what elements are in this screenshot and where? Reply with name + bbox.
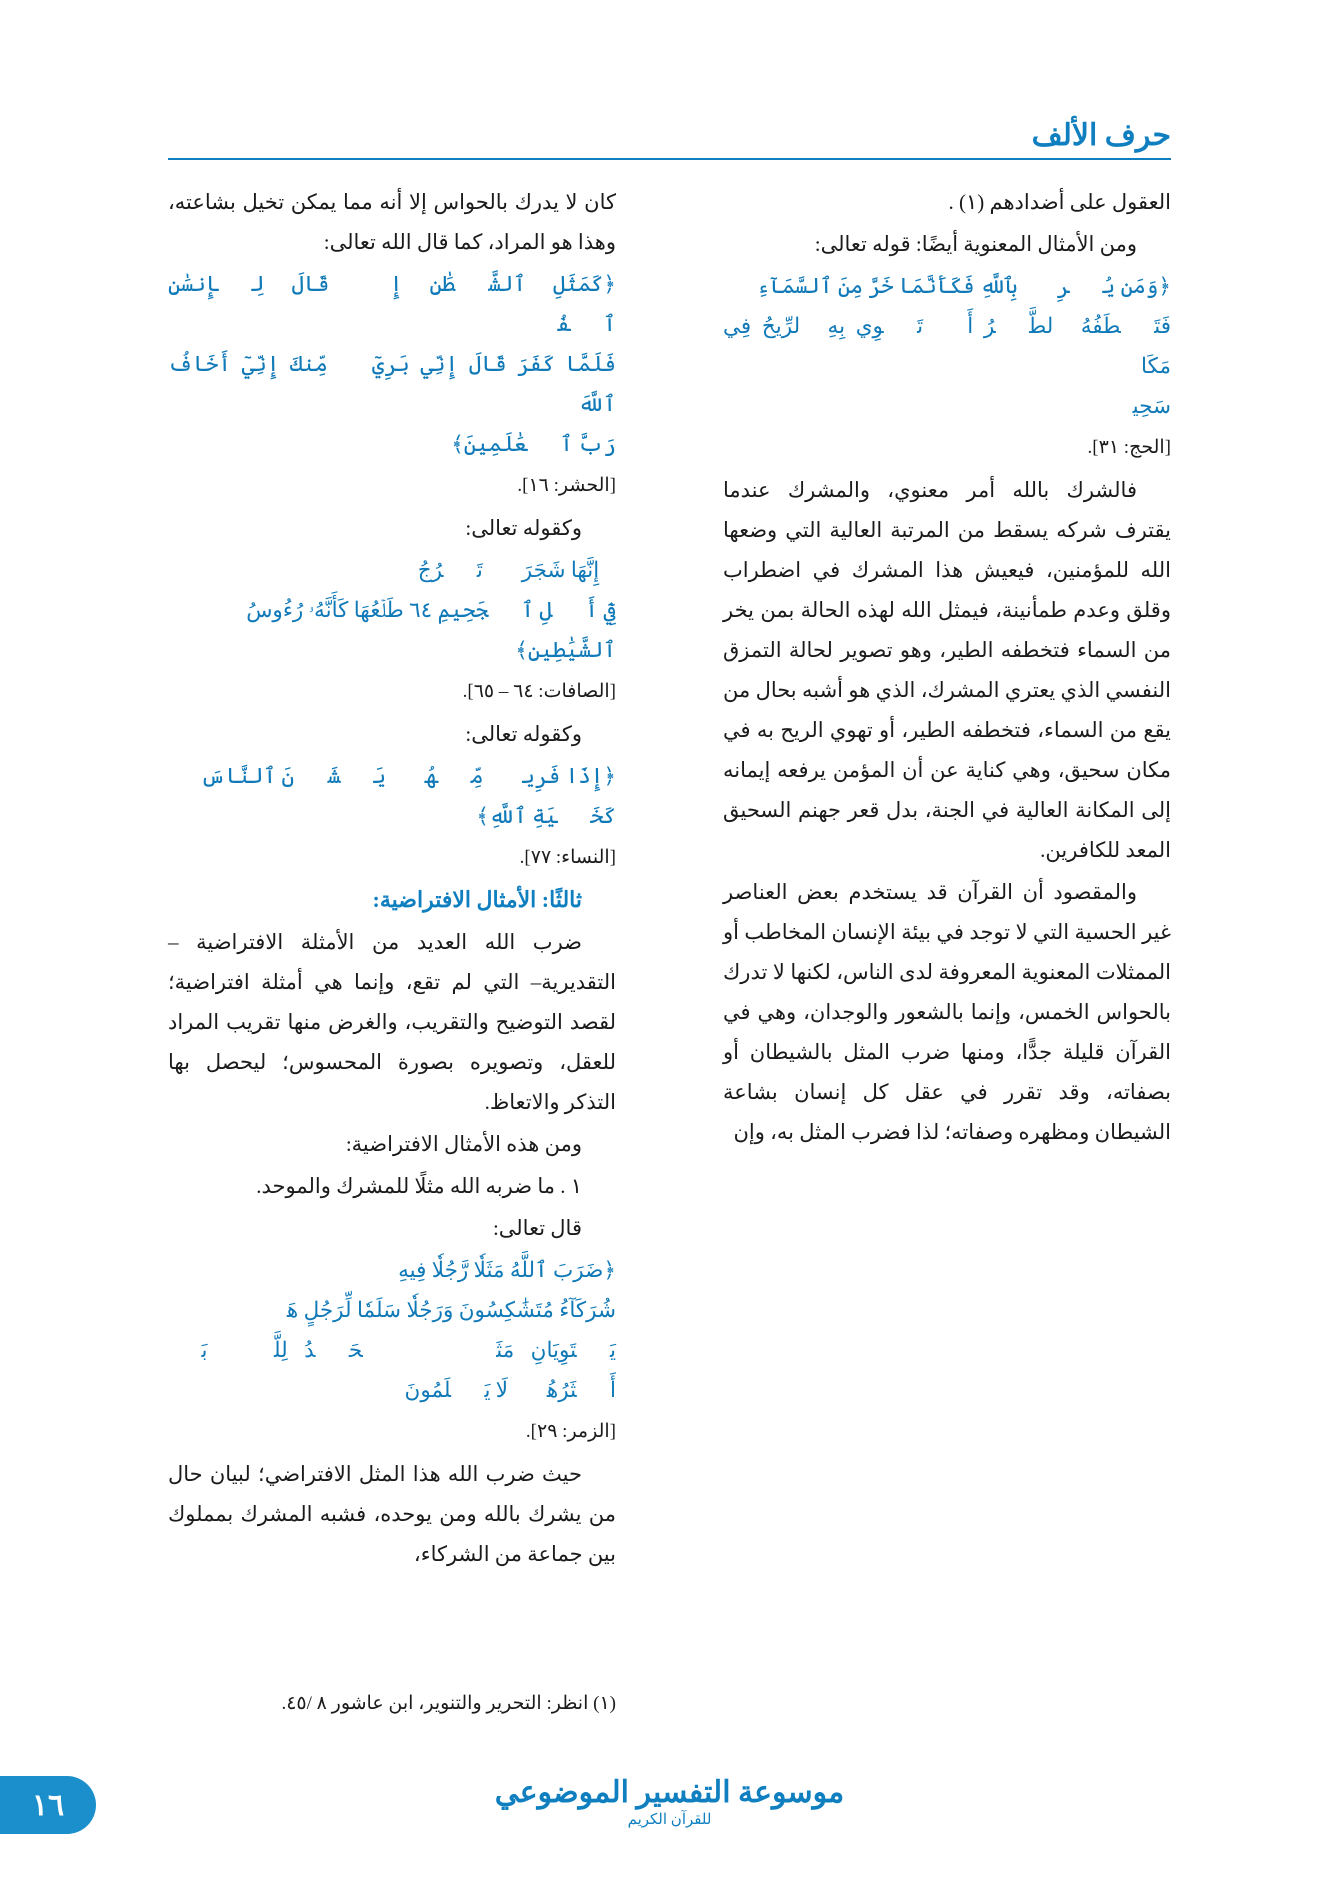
- quran-line: ﴿ضَرَبَ ٱللَّهُ مَثَلٗا رَّجُلٗا فِيهِ: [398, 1258, 616, 1282]
- header-title: حرف الألف: [1031, 119, 1171, 152]
- logo-main-text: موسوعة التفسير الموضوعي: [494, 1776, 845, 1809]
- paragraph: وكقوله تعالى:: [465, 722, 582, 746]
- quran-reference: [النساء: ٧٧].: [519, 847, 616, 868]
- header-divider: [168, 158, 1171, 160]
- quran-line: ٱلشَّيَٰطِينِ﴾: [515, 638, 616, 662]
- quran-line: ﴿وَمَن يُشۡرِكۡ بِٱللَّهِ فَكَأَنَّمَا خَرَّ مِنَ ٱلسَّمَآءِ: [756, 274, 1171, 298]
- quran-reference: [الزمر: ٢٩].: [525, 1421, 616, 1442]
- paragraph: ضرب الله العديد من الأمثلة الافتراضية –التقديرية– التي لم تقع، وإنما هي أمثلة افتراضية؛ لقصد التوضيح والتقريب، والغرض منها تقريب المراد للعقل، وتصويره بصورة المحسوس؛ ليحصل بها التذكر والاتعاظ.: [168, 930, 616, 1114]
- quran-line: فَلَمَّا كَفَرَ قَالَ إِنِّي بَرِيٓءٞ مِّنكَ إِنِّيٓ أَخَافُ ٱللَّهَ: [168, 352, 616, 416]
- quran-quote: [723, 266, 1171, 468]
- list-item: ١ . ما ضربه الله مثلًا للمشرك والموحد.: [256, 1174, 582, 1198]
- quran-quote: [168, 550, 616, 712]
- paragraph: وكقوله تعالى:: [465, 516, 582, 540]
- quran-quote: [168, 1250, 616, 1452]
- section-subheading: ثالثًا: الأمثال الافتراضية:: [372, 887, 582, 912]
- page-number: ١٦: [0, 1776, 96, 1834]
- quran-line: ﴿إِذَا فَرِيقٞ مِّنۡهُمۡ يَخۡشَوۡنَ ٱلنَّاسَ: [200, 764, 616, 788]
- paragraph: ومن الأمثال المعنوية أيضًا: قوله تعالى:: [814, 232, 1137, 256]
- quran-line: فِيٓ أَصۡلِ ٱلۡجَحِيمِ ٦٤ طَلۡعُهَا كَأَنَّهُۥ رُءُوسُ: [246, 598, 616, 622]
- quran-reference: [الحشر: ١٦].: [517, 475, 616, 496]
- footnote-text: (١) انظر: التحرير والتنوير، ابن عاشور ٨ /٤٥.: [281, 1693, 616, 1714]
- paragraph: حيث ضرب الله هذا المثل الافتراضي؛ لبيان حال من يشرك بالله ومن يوحده، فشبه المشرك بمملوك بين جماعة من الشركاء،: [168, 1462, 616, 1566]
- paragraph: كان لا يدرك بالحواس إلا أنه مما يمكن تخيل بشاعته، وهذا هو المراد، كما قال الله تعالى:: [168, 190, 616, 254]
- paragraph: قال تعالى:: [492, 1216, 582, 1240]
- paragraph: ومن هذه الأمثال الافتراضية:: [345, 1132, 582, 1156]
- page-footer: [0, 1754, 1339, 1844]
- footnote-area: [168, 1688, 616, 1720]
- quran-line: رَبَّ ٱلۡعَٰلَمِينَ﴾: [451, 432, 616, 456]
- paragraph: والمقصود أن القرآن قد يستخدم بعض العناصر غير الحسية التي لا توجد في بيئة الإنسان المخاطب أو الممثلات المعنوية المعروفة لدى الناس، لكنها لا تدرك بالحواس الخمس، وإنما بالشعور والوجدان، وهي في القرآن قليلة جدًّا، ومنها ضرب المثل بالشيطان أو بصفاته، وقد تقرر في عقل كل إنسان بشاعة الشيطان ومظهره وصفاته؛ لذا فضرب المثل به، وإن: [723, 880, 1171, 1144]
- quran-reference: [الحج: ٣١].: [1087, 437, 1171, 458]
- quran-line: فَتَخۡطَفُهُ ٱلطَّيۡرُ أَوۡ تَهۡوِي بِهِ ٱلرِّيحُ فِي مَكَانٖ: [723, 314, 1171, 378]
- logo-sub-text: للقرآن الكريم: [627, 1812, 712, 1828]
- text-column-right: [723, 182, 1171, 1154]
- quran-quote: [168, 756, 616, 878]
- page-header: [168, 118, 1171, 162]
- quran-line: شُرَكَآءُ مُتَشَٰكِسُونَ وَرَجُلٗا سَلَمٗا لِّرَجُلٍ هَلۡ: [253, 1298, 616, 1322]
- quran-line: ﴿إِنَّهَا شَجَرَةٞ تَخۡرُجُ: [417, 558, 616, 582]
- text-column-left: [168, 182, 616, 1576]
- publisher-logo: [460, 1776, 880, 1830]
- quran-line: ﴿كَمَثَلِ ٱلشَّيۡطَٰنِ إِذۡ قَالَ لِلۡإِنسَٰنِ ٱكۡفُرۡ: [168, 272, 616, 336]
- quran-line: كَخَشۡيَةِ ٱللَّهِ﴾: [476, 804, 616, 828]
- paragraph: العقول على أضدادهم (١) .: [948, 190, 1171, 214]
- paragraph: فالشرك بالله أمر معنوي، والمشرك عندما يقترف شركه يسقط من المرتبة العالية التي وضعها الله للمؤمنين، فيعيش هذا المشرك في اضطراب وقلق وعدم طمأنينة، فيمثل الله لهذه الحالة بمن يخر من السماء فتخطفه الطير، وهو تصوير لحالة التمزق النفسي الذي يعتري المشرك، الذي هو أشبه بحال من يقع من السماء، فتخطفه الطير، أو تهوي الريح به في مكان سحيق، وهي كناية عن أن المؤمن يرفعه إيمانه إلى المكانة العالية في الجنة، بدل قعر جهنم السحيق المعد للكافرين.: [723, 478, 1171, 862]
- quran-reference: [الصافات: ٦٤ – ٦٥].: [462, 681, 616, 702]
- quran-line: سَحِيقٖ﴾: [1082, 394, 1171, 418]
- quran-line: يَسۡتَوِيَانِ مَثَلًاۚ ٱلۡحَمۡدُ لِلَّهِۚ بَلۡ أَكۡثَرُهُمۡ لَا يَعۡلَمُونَ﴾: [168, 1338, 616, 1402]
- quran-quote: [168, 264, 616, 506]
